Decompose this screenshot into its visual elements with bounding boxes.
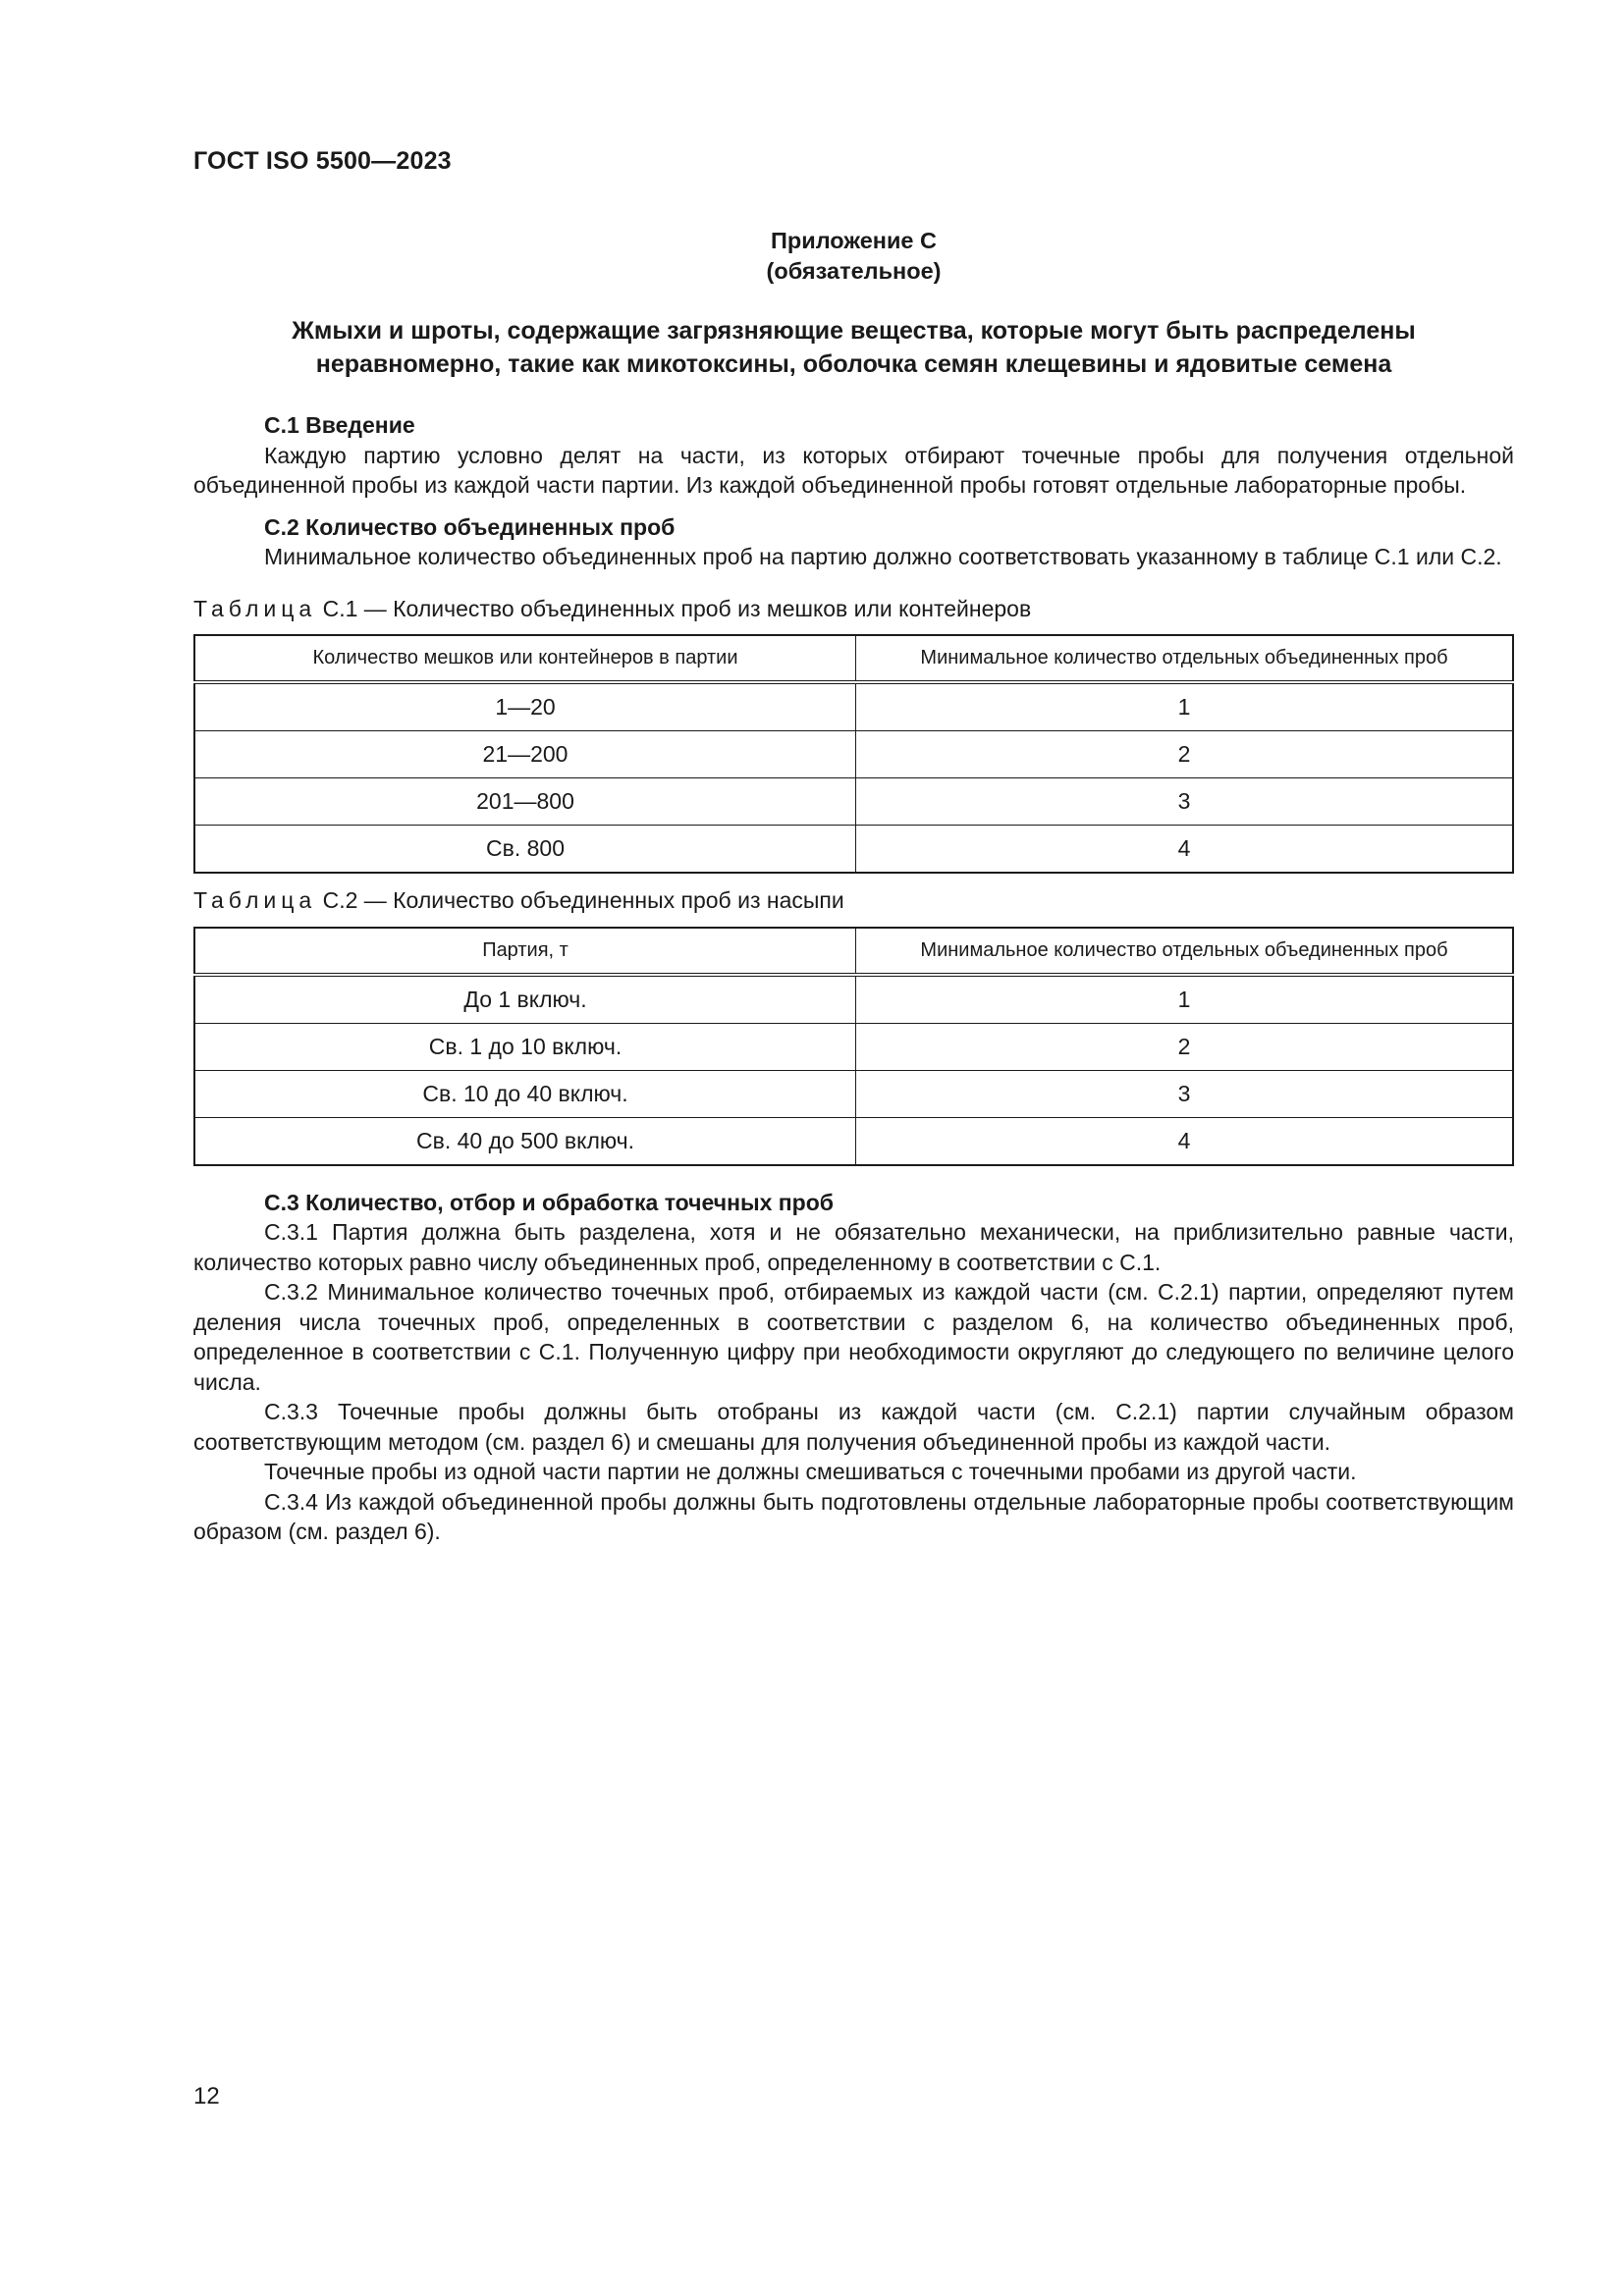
annex-title: Приложение С — [771, 228, 937, 253]
table-cell: 1 — [856, 682, 1514, 731]
table1-col1-header: Количество мешков или контейнеров в партии — [194, 635, 856, 682]
table1-label: Таблица — [193, 595, 317, 621]
table2-label: Таблица — [193, 887, 317, 913]
section-c3-p3: С.3.3 Точечные пробы должны быть отобраны из каждой части (см. С.2.1) партии случайным образом соответствующим методом (см. раздел 6) и смешаны для получения объединенной пробы из каждой части. — [193, 1399, 1514, 1455]
table-cell: 4 — [856, 826, 1514, 874]
table-cell: 3 — [856, 778, 1514, 826]
table-cell: До 1 включ. — [194, 975, 856, 1024]
table2-header-row — [194, 928, 1513, 975]
table-cell: 3 — [856, 1070, 1514, 1117]
table2-col2-header: Минимальное количество отдельных объединенных проб — [856, 928, 1514, 975]
annex-heading-line-1: Жмыхи и шроты, содержащие загрязняющие вещества, которые могут быть распределены — [292, 317, 1416, 345]
section-c3-p2: С.3.2 Минимальное количество точечных проб, отбираемых из каждой части (см. С.2.1) партии, определяют путем деления числа точечных проб, определенных в соответствии с разделом 6, на количество объединенных проб, определенное в соответствии с С.1. Полученную цифру при необходимости округляют до следующего по величине целого числа. — [193, 1279, 1514, 1395]
table-row — [194, 975, 1513, 1024]
section-c3-p1: С.3.1 Партия должна быть разделена, хотя и не обязательно механически, на приблизительно равные части, количество которых равно числу объединенных проб, определенному в соответствии с С.1. — [193, 1219, 1514, 1275]
table-cell: 21—200 — [194, 731, 856, 778]
table-row — [194, 826, 1513, 874]
page-content — [193, 226, 1514, 1547]
table-cell: 4 — [856, 1117, 1514, 1165]
table2-caption — [193, 885, 1514, 916]
table-cell: 2 — [856, 731, 1514, 778]
section-c3-p4: Точечные пробы из одной части партии не должны смешиваться с точечными пробами из другой части. — [264, 1459, 1357, 1484]
table1-caption-text: С.1 — Количество объединенных проб из мешков или контейнеров — [322, 595, 1032, 621]
table1-col2-header: Минимальное количество отдельных объединенных проб — [856, 635, 1514, 682]
table-row — [194, 1023, 1513, 1070]
table-cell: Св. 1 до 10 включ. — [194, 1023, 856, 1070]
table-row — [194, 682, 1513, 731]
table2-caption-text: С.2 — Количество объединенных проб из насыпи — [322, 887, 844, 913]
section-c3-title: С.3 Количество, отбор и обработка точечных проб — [264, 1189, 834, 1215]
table-cell: 1—20 — [194, 682, 856, 731]
page-number: 12 — [193, 2083, 220, 2109]
table-cell: Св. 10 до 40 включ. — [194, 1070, 856, 1117]
table1-header-row — [194, 635, 1513, 682]
table1-caption — [193, 594, 1514, 624]
annex-heading — [193, 314, 1514, 381]
document-code-header: ГОСТ ISO 5500—2023 — [193, 147, 452, 175]
table-cell: 1 — [856, 975, 1514, 1024]
table-row — [194, 1070, 1513, 1117]
table-cell: 2 — [856, 1023, 1514, 1070]
table-row — [194, 778, 1513, 826]
table1 — [193, 634, 1514, 874]
table-row — [194, 731, 1513, 778]
section-c1-text: Каждую партию условно делят на части, из которых отбирают точечные пробы для получения отдельной объединенной пробы из каждой части партии. Из каждой объединенной пробы готовят отдельные лабораторные пробы. — [193, 442, 1514, 498]
table-cell: Св. 800 — [194, 826, 856, 874]
annex-status: (обязательное) — [766, 258, 942, 284]
section-c1-title: С.1 Введение — [264, 412, 415, 438]
table-cell: Св. 40 до 500 включ. — [194, 1117, 856, 1165]
table-cell: 201—800 — [194, 778, 856, 826]
table2-col1-header: Партия, т — [194, 928, 856, 975]
table2 — [193, 927, 1514, 1166]
annex-heading-line-2: неравномерно, такие как микотоксины, оболочка семян клещевины и ядовитые семена — [315, 350, 1392, 378]
section-c3-p5: С.3.4 Из каждой объединенной пробы должны быть подготовлены отдельные лабораторные пробы соответствующим образом (см. раздел 6). — [193, 1488, 1514, 1544]
section-c2-text: Минимальное количество объединенных проб на партию должно соответствовать указанному в таблице С.1 или С.2. — [264, 544, 1502, 569]
section-c2-title: С.2 Количество объединенных проб — [264, 513, 676, 540]
table-row — [194, 1117, 1513, 1165]
